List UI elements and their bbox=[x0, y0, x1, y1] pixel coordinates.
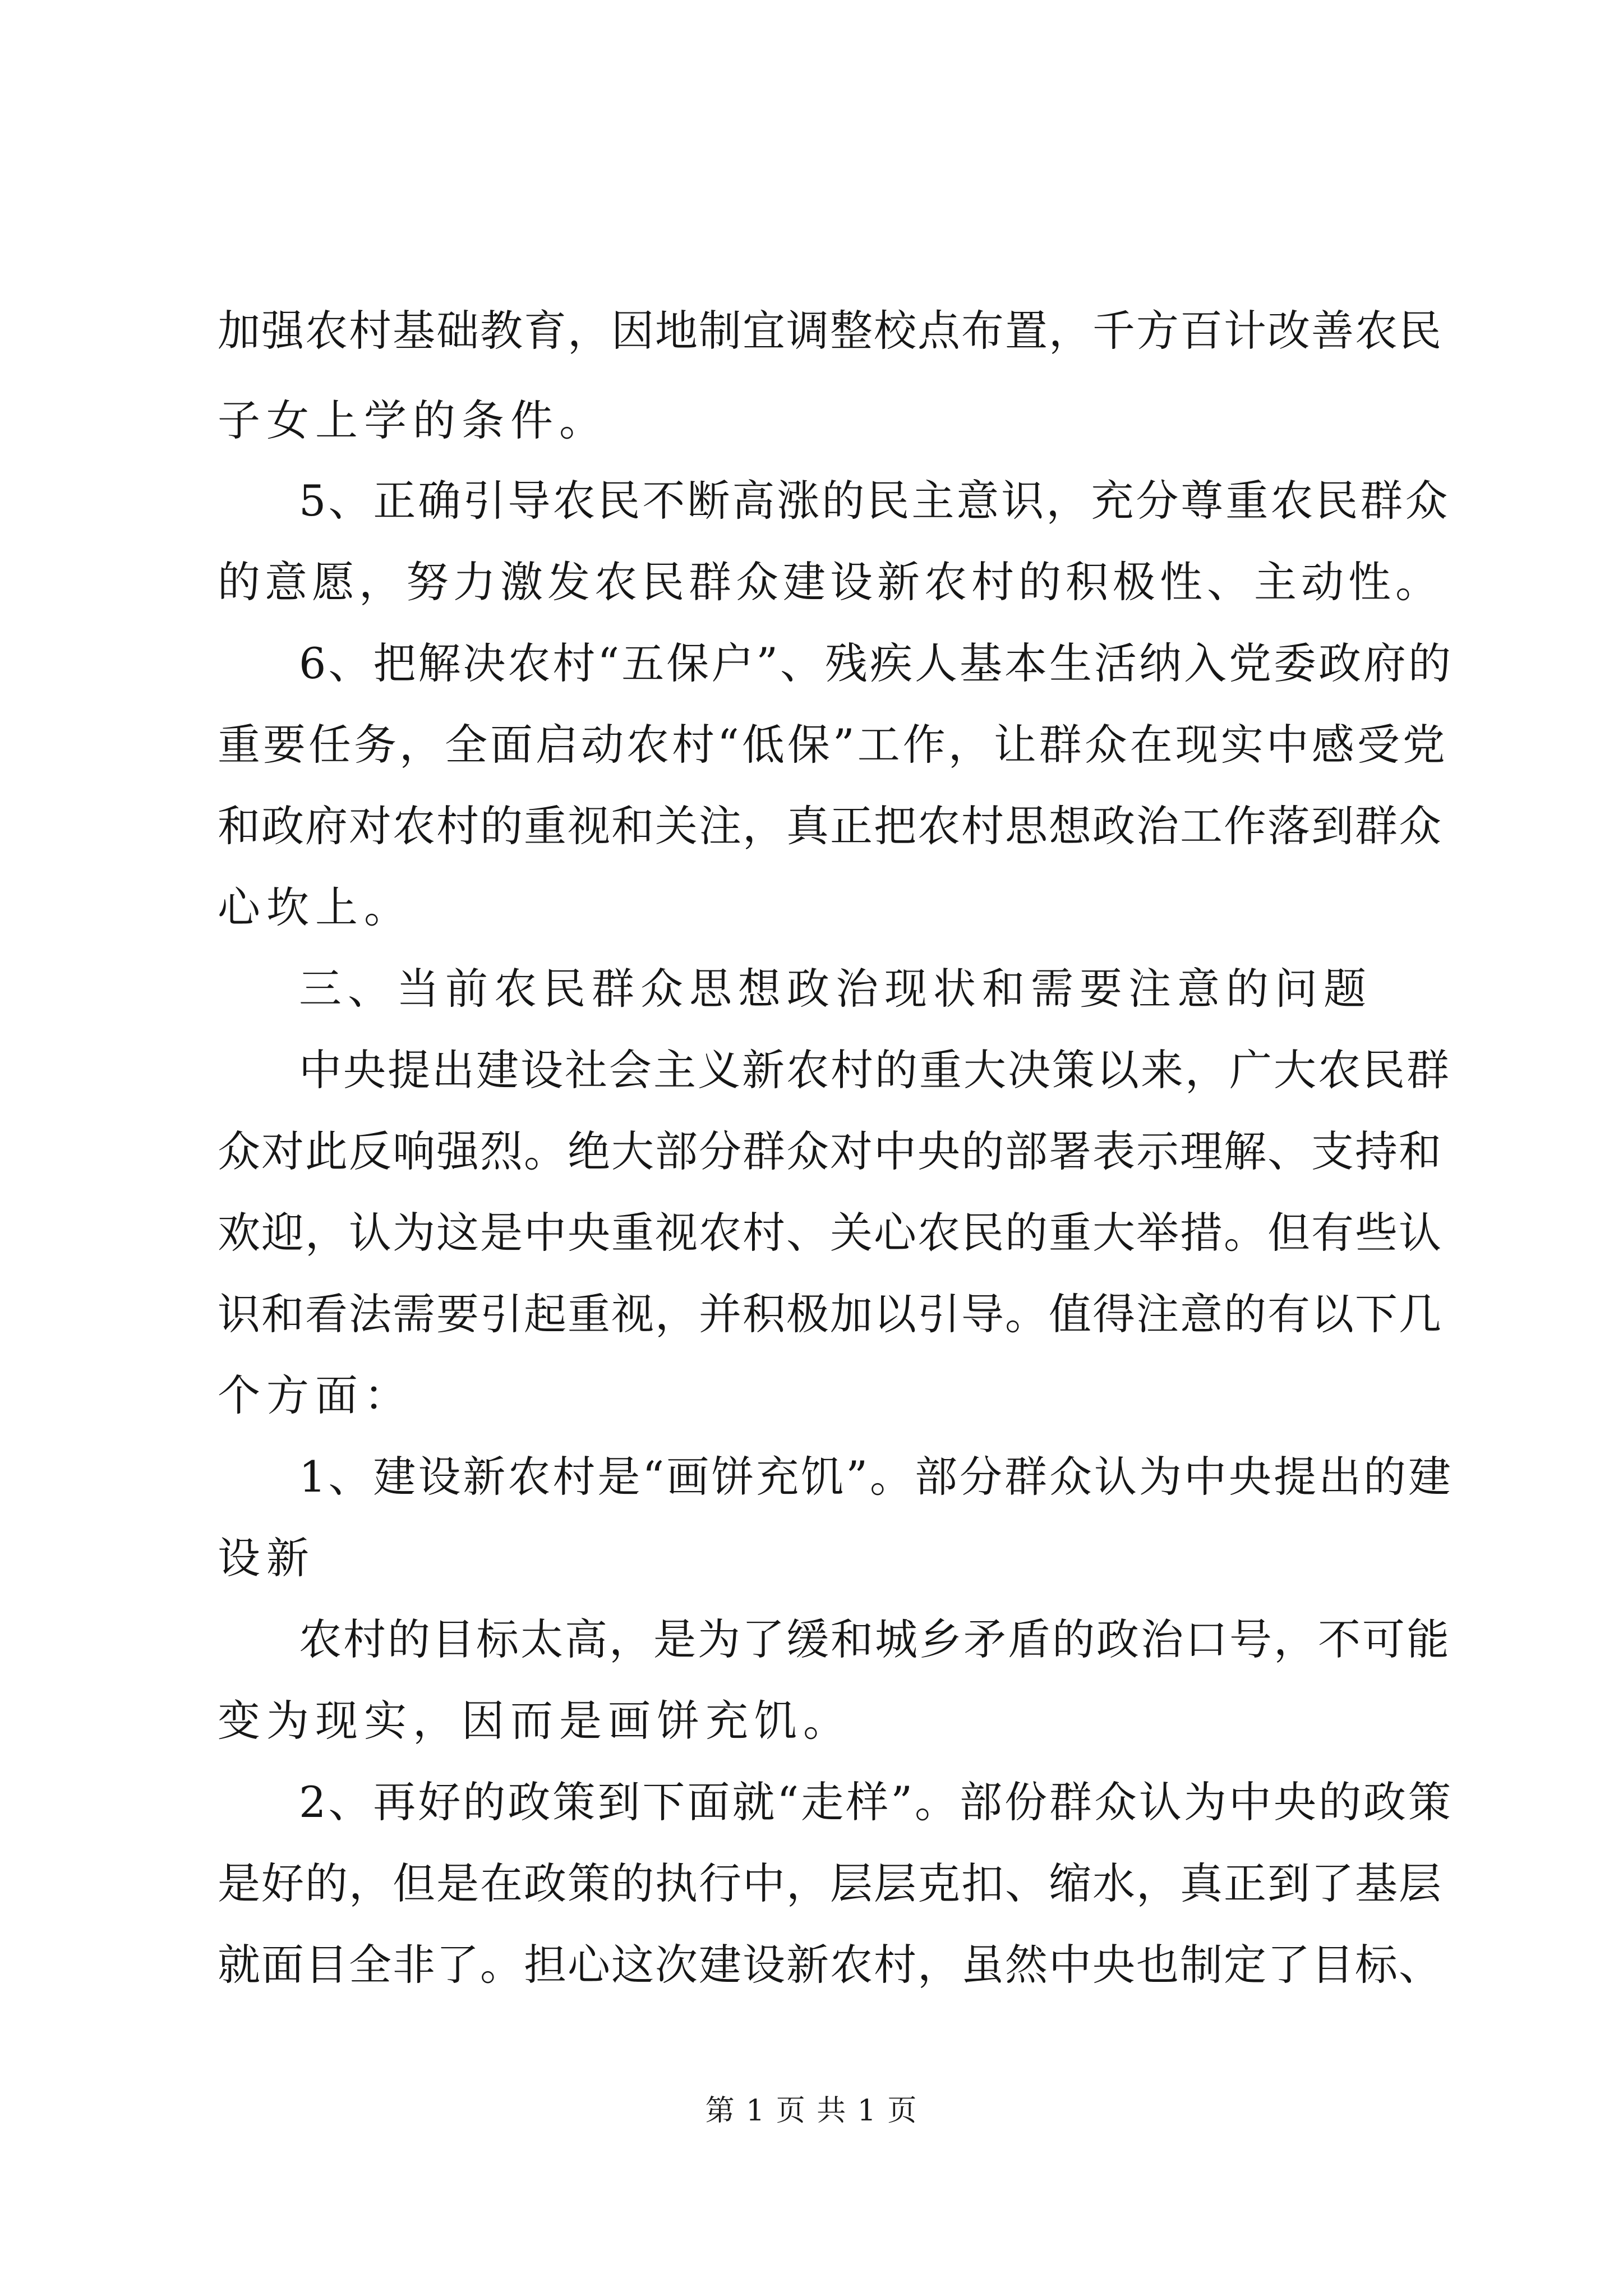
body-line: 中央提出建设社会主义新农村的重大决策以来，广大农民群 bbox=[299, 1045, 1451, 1095]
body-line: 2、再好的政策到下面就“走样”。部份群众认为中央的政策 bbox=[299, 1777, 1454, 1827]
body-line: 个方面： bbox=[218, 1370, 413, 1420]
page-footer: 第 1 页 共 1 页 bbox=[705, 2094, 918, 2128]
body-line: 子女上学的条件。 bbox=[218, 395, 608, 445]
body-line: 重要任务，全面启动农村“低保”工作，让群众在现实中感受党 bbox=[218, 720, 1448, 770]
body-line: 加强农村基础教育，因地制宜调整校点布置，千方百计改善农民 bbox=[218, 306, 1442, 356]
body-line: 众对此反响强烈。绝大部分群众对中央的部署表示理解、支持和 bbox=[218, 1126, 1442, 1176]
body-line: 5、正确引导农民不断高涨的民主意识，充分尊重农民群众 bbox=[299, 476, 1450, 526]
body-line: 1、建设新农村是“画饼充饥”。部分群众认为中央提出的建 bbox=[299, 1452, 1454, 1502]
body-line: 设新 bbox=[218, 1533, 315, 1583]
body-line: 的意愿，努力激发农民群众建设新农村的积极性、主动性。 bbox=[218, 557, 1442, 607]
body-line: 识和看法需要引起重视，并积极加以引导。值得注意的有以下几 bbox=[218, 1289, 1442, 1339]
body-line: 农村的目标太高，是为了缓和城乡矛盾的政治口号，不可能 bbox=[299, 1614, 1451, 1664]
body-line: 欢迎，认为这是中央重视农村、关心农民的重大举措。但有些认 bbox=[218, 1208, 1442, 1258]
body-line: 是好的，但是在政策的执行中，层层克扣、缩水，真正到了基层 bbox=[218, 1858, 1442, 1908]
body-line: 就面目全非了。担心这次建设新农村，虽然中央也制定了目标、 bbox=[218, 1940, 1442, 1990]
body-line: 变为现实，因而是画饼充饥。 bbox=[218, 1696, 852, 1746]
body-line: 心坎上。 bbox=[218, 882, 413, 932]
body-line: 6、把解决农村“五保户”、残疾人基本生活纳入党委政府的 bbox=[299, 638, 1454, 688]
section-heading: 三、当前农民群众思想政治现状和需要注意的问题 bbox=[299, 964, 1372, 1014]
body-line: 和政府对农村的重视和关注，真正把农村思想政治工作落到群众 bbox=[218, 801, 1442, 851]
